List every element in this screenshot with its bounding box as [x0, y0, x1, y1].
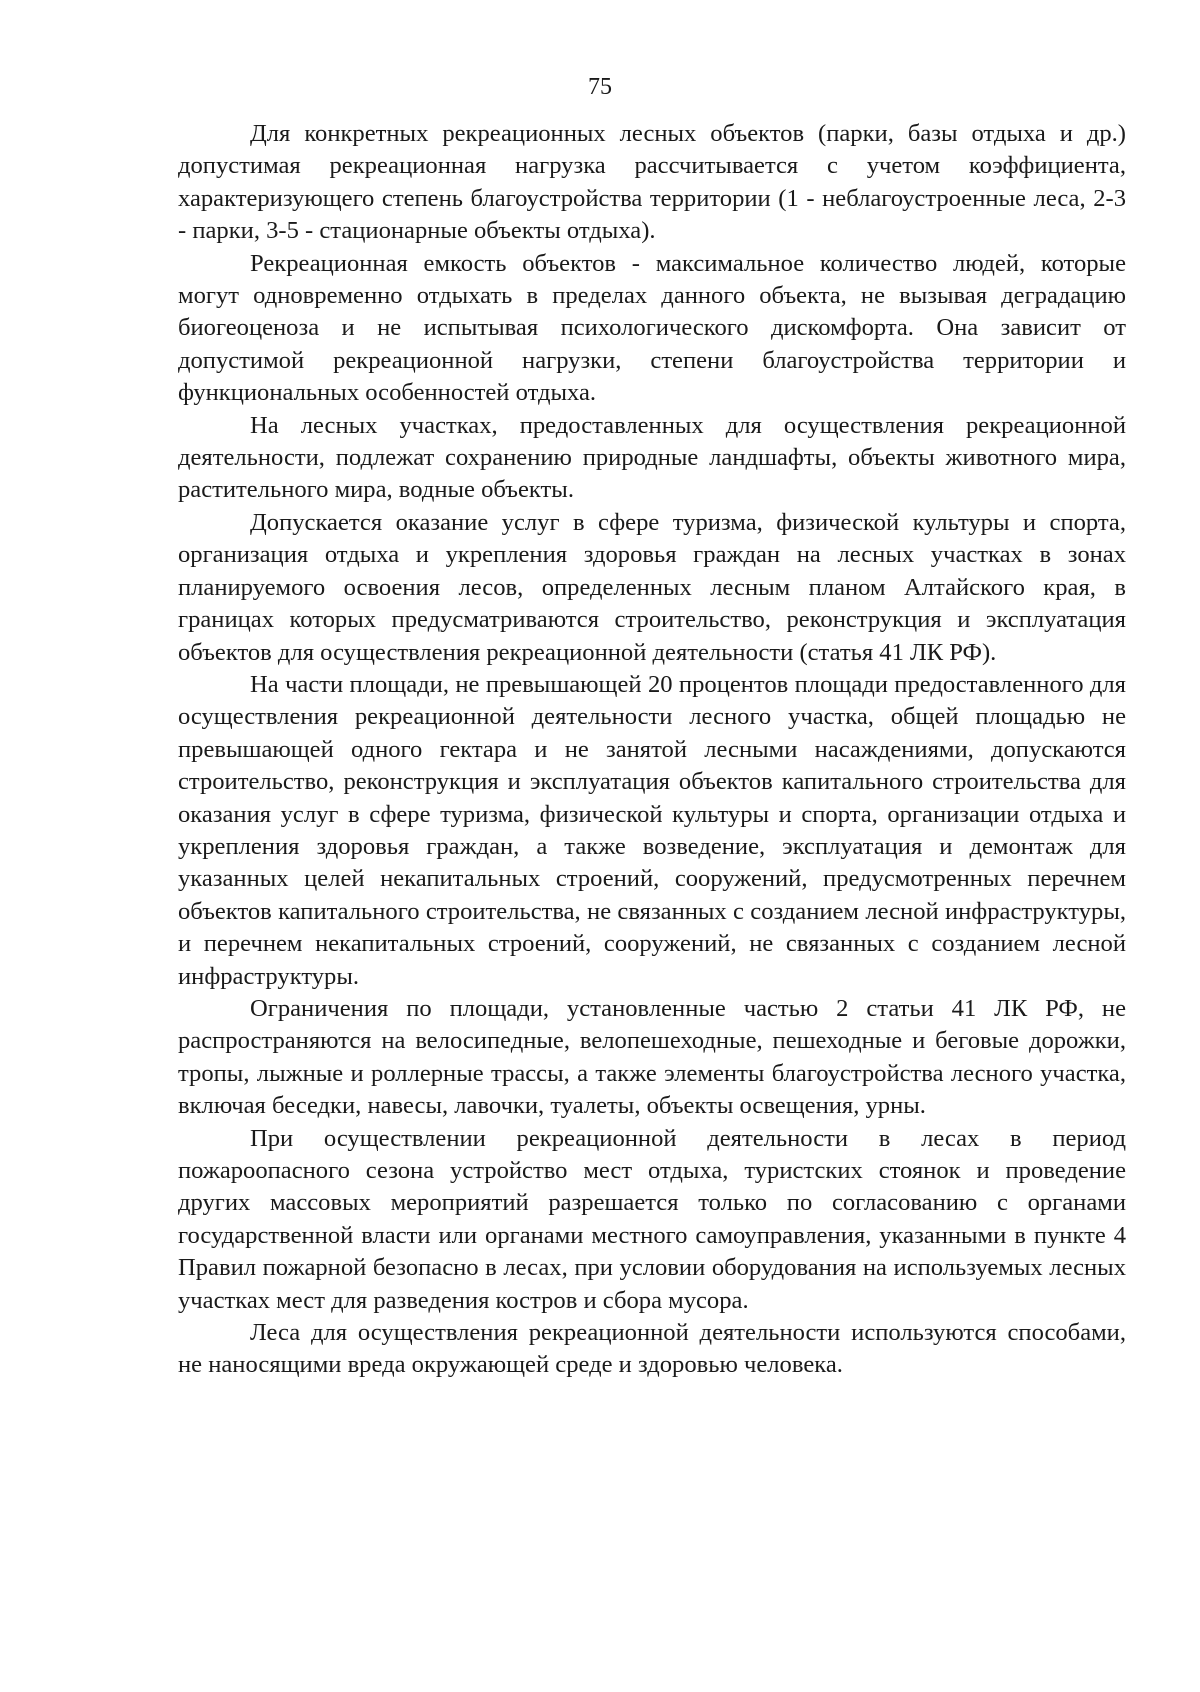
text-body	[178, 118, 1126, 1382]
paragraph-forest-use-methods: Леса для осуществления рекреационной деятельности используются способами, не наносящими вреда окружающей среде и здоровью человека.	[178, 1319, 1126, 1379]
paragraph-recreational-load: Для конкретных рекреационных лесных объектов (парки, базы отдыха и др.) допустимая рекреационная нагрузка рассчитывается с учетом коэффициента, характеризующего степень благоустройства территории (1 - неблагоустроенные леса, 2-3 - парки, 3-5 - стационарные объекты отдыха).	[178, 120, 1126, 245]
paragraph-fire-season: При осуществлении рекреационной деятельности в лесах в период пожароопасного сезона устройство мест отдыха, туристских стоянок и проведение других массовых мероприятий разрешается только по согласованию с органами государственной власти или органами местного самоуправления, указанными в пункте 4 Правил пожарной безопасно в лесах, при условии оборудования на используемых лесных участках мест для разведения костров и сбора мусора.	[178, 1124, 1126, 1314]
paragraph-tourism-services: Допускается оказание услуг в сфере туризма, физической культуры и спорта, организация отдыха и укрепления здоровья граждан на лесных участках в зонах планируемого освоения лесов, определенных лесным планом Алтайского края, в границах которых предусматриваются строительство, реконструкция и эксплуатация объектов для осуществления рекреационной деятельности (статья 41 ЛК РФ).	[178, 508, 1126, 666]
paragraph-area-restrictions: Ограничения по площади, установленные частью 2 статьи 41 ЛК РФ, не распространяются на велосипедные, велопешеходные, пешеходные и беговые дорожки, тропы, лыжные и роллерные трассы, а также элементы благоустройства лесного участка, включая беседки, навесы, лавочки, туалеты, объекты освещения, урны.	[178, 994, 1126, 1120]
paragraph-construction-limits: На части площади, не превышающей 20 процентов площади предоставленного для осуществления рекреационной деятельности лесного участка, общей площадью не превышающей одного гектара и не занятой лесными насаждениями, допускаются строительство, реконструкция и эксплуатация объектов капитального строительства для оказания услуг в сфере туризма, физической культуры и спорта, организации отдыха и укрепления здоровья граждан, а также возведение, эксплуатация и демонтаж для указанных целей некапитальных строений, сооружений, предусмотренных перечнем объектов капитального строительства, не связанных с созданием лесной инфраструктуры, и перечнем некапитальных строений, сооружений, не связанных с созданием лесной инфраструктуры.	[178, 670, 1126, 990]
paragraph-landscape-preservation: На лесных участках, предоставленных для осуществления рекреационной деятельности, подлежат сохранению природные ландшафты, объекты животного мира, растительного мира, водные объекты.	[178, 411, 1126, 504]
page-number: 75	[588, 74, 612, 100]
paragraph-recreational-capacity: Рекреационная емкость объектов - максимальное количество людей, которые могут одновременно отдыхать в пределах данного объекта, не вызывая деградацию биогеоценоза и не испытывая психологического дискомфорта. Она зависит от допустимой рекреационной нагрузки, степени благоустройства территории и функциональных особенностей отдыха.	[178, 249, 1126, 407]
